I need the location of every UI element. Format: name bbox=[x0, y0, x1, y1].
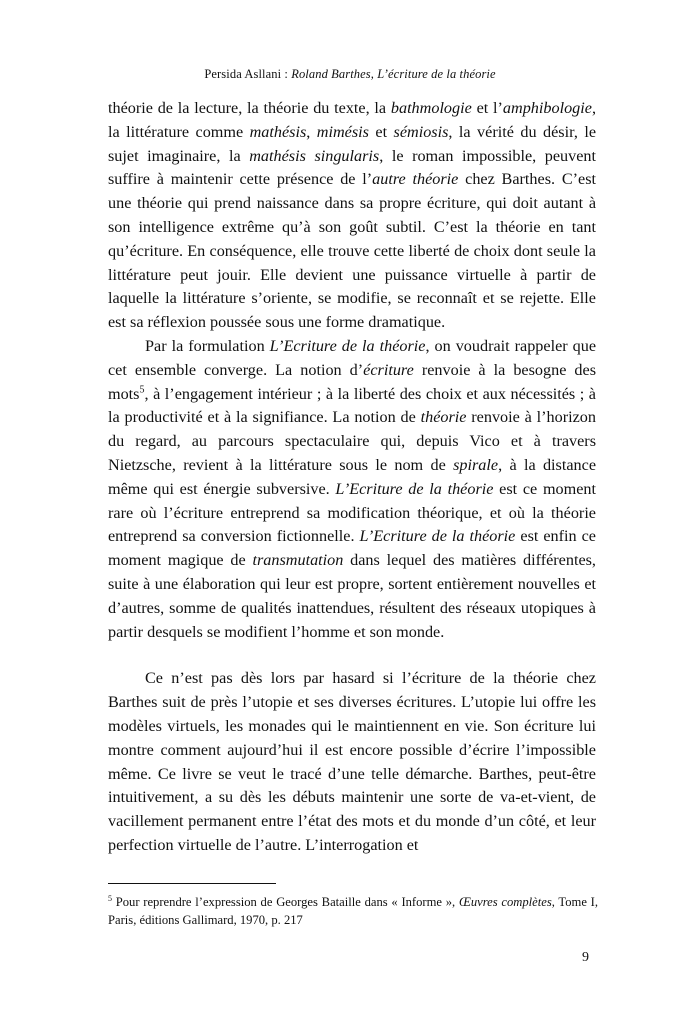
text-run: est ce moment rare où l’écriture entreprend sa modification théorique, et où la théorie entreprend sa conversion fictionnelle. bbox=[108, 479, 596, 546]
footnote bbox=[108, 893, 598, 929]
text-run: Ce n’est pas dès lors par hasard si l’écriture de la théorie chez Barthes suit de près l’utopie et ses diverses écritures. L’utopie lui offre les modèles virtuels, les monades qui le maintiennent en vie. Son écriture lui montre comment aujourd’hui il est encore possible d’écrire l’impossible même. Ce livre se veut le tracé d’une telle démarche. Barthes, peut-être intuitivement, a su dès les débuts maintenir une sorte de va-et-vient, de vacillement permanent entre l’état des mots et du monde d’un côté, et leur perfection virtuelle de l’autre. L’interrogation et bbox=[108, 669, 596, 854]
text-run: , le roman impossible, peuvent suffire à maintenir cette présence de l’ bbox=[108, 146, 596, 189]
text-run: renvoie à l’horizon du regard, au parcours spectaculaire qui, depuis Vico et à travers Nietzsche, revient à la littérature sous le nom de bbox=[108, 408, 596, 474]
header-author: Persida Asllani : bbox=[204, 67, 292, 81]
paragraph-1 bbox=[108, 97, 596, 335]
running-header bbox=[0, 67, 700, 82]
text-run: , à l’engagement intérieur ; à la liberté des choix et aux nécessités ; à la productivité et à la signifiance. La notion de bbox=[108, 384, 596, 427]
italic-run: spirale bbox=[453, 455, 499, 474]
footnote-separator bbox=[108, 883, 276, 884]
text-run: théorie de la lecture, la théorie du texte, la bbox=[108, 99, 391, 117]
footnote-reference[interactable]: 5 bbox=[139, 384, 145, 396]
italic-run: autre théorie bbox=[372, 170, 459, 189]
italic-run: L’Ecriture de la théorie bbox=[269, 336, 426, 355]
italic-run: mathésis singularis bbox=[249, 146, 380, 165]
italic-run: transmutation bbox=[252, 551, 344, 570]
text-run: renvoie à la besogne des mots bbox=[108, 360, 596, 403]
italic-run: mimésis bbox=[316, 122, 369, 141]
footnote-text: , Tome I, Paris, éditions Gallimard, 1970, p. 217 bbox=[108, 895, 598, 927]
page-number: 9 bbox=[582, 950, 589, 965]
text-run: Par la formulation bbox=[145, 336, 270, 355]
text-run: , la vérité du désir, le sujet imaginaire, la bbox=[108, 122, 597, 165]
text-run: , à la distance même qui est énergie subversive. bbox=[108, 455, 597, 498]
text-run: et l’ bbox=[471, 99, 503, 117]
italic-run: L’Ecriture de la théorie bbox=[335, 479, 494, 498]
text-run: , bbox=[306, 122, 317, 141]
text-run: , on voudrait rappeler que cet ensemble converge. La notion d’ bbox=[108, 336, 597, 379]
body-text bbox=[108, 97, 596, 858]
italic-run: théorie bbox=[420, 408, 467, 427]
italic-run: bathmologie bbox=[390, 99, 472, 117]
text-run: est enfin ce moment magique de bbox=[108, 527, 596, 570]
text-run: et bbox=[368, 122, 394, 141]
text-run: , la littérature comme bbox=[108, 99, 596, 141]
footnote-number: 5 bbox=[108, 893, 112, 903]
italic-run: L’Ecriture de la théorie bbox=[359, 527, 516, 546]
italic-run: amphibologie bbox=[502, 99, 592, 117]
footnote-text: Pour reprendre l’expression de Georges Bataille dans « Informe », bbox=[112, 895, 459, 909]
header-book-title: Roland Barthes, L’écriture de la théorie bbox=[291, 67, 496, 81]
footnote-italic: Œuvres complètes bbox=[458, 895, 552, 909]
text-run: chez Barthes. C’est une théorie qui prend naissance dans sa propre écriture, qui doit autant à son intelligence extrême qu’à son goût subtil. C’est la théorie en tant qu’écriture. En conséquence, elle trouve cette liberté de choix dont seule la littérature peut jouir. Elle devient une puissance virtuelle à partir de laquelle la littérature s’oriente, se modifie, se reconnaît et se rejette. Elle est sa réflexion poussée sous une forme dramatique. bbox=[108, 170, 596, 332]
italic-run: écriture bbox=[363, 360, 414, 379]
italic-run: sémiosis bbox=[393, 122, 449, 141]
paragraph-3 bbox=[108, 667, 596, 857]
text-run: dans lequel des matières différentes, suite à une élaboration qui leur est propre, sortent entièrement nouvelles et d’autres, somme de qualités inattendues, résultent des réseaux utopiques à partir desquels se modifient l’homme et son monde. bbox=[108, 551, 596, 641]
italic-run: mathésis bbox=[249, 122, 307, 141]
paragraph-2 bbox=[108, 335, 596, 644]
